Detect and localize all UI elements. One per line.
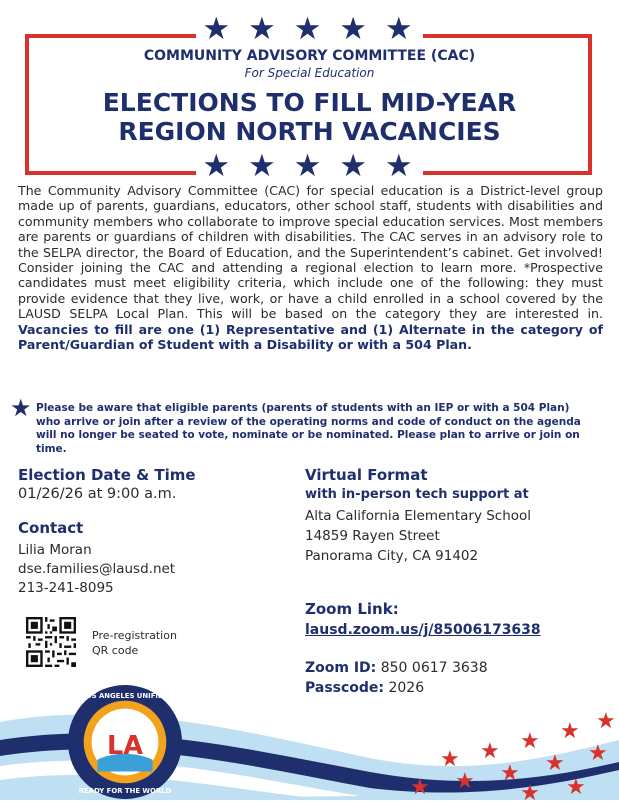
stars-top xyxy=(0,11,619,47)
svg-text:★: ★ xyxy=(440,747,460,772)
svg-text:★: ★ xyxy=(588,741,608,766)
logo-top-text: LOS ANGELES UNIFIED xyxy=(81,691,169,700)
org-subtitle: For Special Education xyxy=(244,66,375,80)
virtual-format-subtitle: with in-person tech support at xyxy=(305,487,529,502)
virtual-format-label: Virtual Format xyxy=(305,466,428,484)
contact-name: Lilia Moran xyxy=(18,542,92,558)
svg-text:★: ★ xyxy=(596,709,616,734)
zoom-link[interactable]: lausd.zoom.us/j/85006173638 xyxy=(305,622,541,638)
election-datetime: 01/26/26 at 9:00 a.m. xyxy=(18,486,177,502)
intro-text: The Community Advisory Committee (CAC) for special education is a District-level group made up of parents, guardians, educators, other school staff, students with disabilities and community members who collaborate to improve special education services. Most members are parents or guardians of children with disabilities. The CAC serves in an advisory role to the SELPA director, the Board of Education, and the Superintendent’s cabinet. Get involved! Consider joining the CAC and attending a regional election to learn more. *Prospective candidates must meet eligibility criteria, which include one of the following: they must provide evidence that they live, work, or have a child enrolled in a school covered by the LAUSD SELPA Local Plan. This will be based on the category they are interested in. xyxy=(18,183,603,322)
lausd-logo xyxy=(66,683,184,801)
arrival-notice: Please be aware that eligible parents (parents of students with an IEP or with a 504 Plan) who arrive or join after a review of the operating norms and code of conduct on the agenda will no longer be seated to vote, nominate or be nominated. Please plan to arrive or join on time. xyxy=(36,402,581,455)
page-title xyxy=(0,88,619,146)
svg-text:★: ★ xyxy=(500,761,520,786)
svg-text:★: ★ xyxy=(545,751,565,776)
headline-line-2: REGION NORTH VACANCIES xyxy=(118,117,501,146)
zoom-id-value: 850 0617 3638 xyxy=(380,660,488,676)
contact-details xyxy=(18,541,175,598)
svg-text:★: ★ xyxy=(455,769,475,794)
school-street: 14859 Rayen Street xyxy=(305,528,440,544)
school-address xyxy=(305,506,531,566)
school-city: Panorama City, CA 91402 xyxy=(305,548,479,564)
svg-text:★: ★ xyxy=(520,729,540,754)
intro-paragraph xyxy=(18,183,603,352)
svg-text:LA: LA xyxy=(106,730,144,761)
star-icons-top: ★ ★ ★ ★ ★ xyxy=(196,14,422,45)
svg-text:★: ★ xyxy=(480,739,500,764)
contact-phone[interactable]: 213-241-8095 xyxy=(18,580,114,596)
passcode-label: Passcode: xyxy=(305,680,385,696)
election-label: Election Date & Time xyxy=(18,466,196,484)
org-title: COMMUNITY ADVISORY COMMITTEE (CAC) xyxy=(143,48,476,64)
qr-label-line-1: Pre-registration xyxy=(92,629,177,642)
qr-label-line-2: QR code xyxy=(92,644,139,657)
svg-text:★: ★ xyxy=(566,775,586,800)
logo-bottom-text: READY FOR THE WORLD xyxy=(78,787,172,796)
zoom-link-label: Zoom Link: xyxy=(305,600,399,618)
svg-text:★: ★ xyxy=(410,775,430,800)
school-name: Alta California Elementary School xyxy=(305,508,532,524)
vacancies-text: Vacancies to fill are one (1) Representative and (1) Alternate in the category of Parent/Guardian of Student with a Disability or with a 504 Plan. xyxy=(18,321,603,353)
contact-label: Contact xyxy=(18,519,84,537)
notice-star-icon: ★ xyxy=(10,394,32,422)
svg-text:★: ★ xyxy=(560,719,580,744)
zoom-id-label: Zoom ID: xyxy=(305,660,377,676)
star-icons-bottom: ★ ★ ★ ★ ★ xyxy=(196,151,422,182)
stars-bottom xyxy=(0,148,619,184)
qr-label xyxy=(92,628,177,658)
headline-line-1: ELECTIONS TO FILL MID-YEAR xyxy=(102,88,517,117)
contact-email[interactable]: dse.families@lausd.net xyxy=(18,561,176,577)
svg-text:★: ★ xyxy=(520,781,540,800)
passcode-value: 2026 xyxy=(388,680,425,696)
